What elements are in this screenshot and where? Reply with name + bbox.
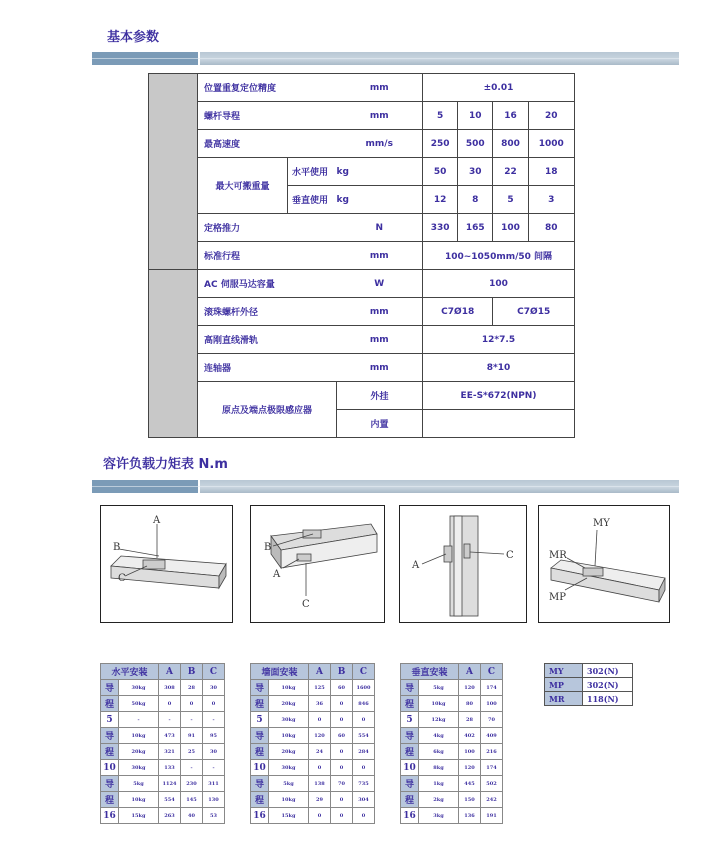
lead-label: 程 (101, 744, 119, 760)
table-horizontal (100, 663, 225, 824)
figure-label: B (113, 542, 121, 553)
payload-vertical-label: 垂直使用 (288, 186, 337, 214)
sensor-internal-label: 内置 (337, 410, 423, 438)
repeatability-unit: mm (337, 74, 423, 102)
moment-cell: 120 (309, 728, 331, 744)
moment-cell: 29 (309, 792, 331, 808)
table-vertical (400, 663, 503, 824)
sensor-external-label: 外挂 (337, 382, 423, 410)
lead-label: 10 (101, 760, 119, 776)
table-title: 水平安装 (101, 664, 159, 680)
moment-cell: 40 (181, 808, 203, 824)
ball-screw-label: 滚珠螺杆外径 (198, 298, 337, 326)
moment-cell: 138 (309, 776, 331, 792)
figure-label: C (118, 573, 126, 584)
section-title-basic-params: 基本参数 (107, 30, 160, 45)
moment-cell: 473 (159, 728, 181, 744)
load-weight: 10kg (419, 696, 459, 712)
max-speed-value: 800 (493, 130, 528, 158)
table-wall (250, 663, 375, 824)
load-weight: 2kg (419, 792, 459, 808)
column-header: C (353, 664, 375, 680)
figure-label: A (412, 560, 420, 571)
moment-cell: 846 (353, 696, 375, 712)
coupling-label: 连轴器 (198, 354, 337, 382)
ball-screw-value: C7Ø15 (493, 298, 575, 326)
column-header: C (481, 664, 503, 680)
figure-label: MP (549, 592, 566, 603)
moment-cell: 1600 (353, 680, 375, 696)
load-weight: 30kg (119, 680, 159, 696)
ball-screw-unit: mm (337, 298, 423, 326)
lead-value: 16 (493, 102, 528, 130)
moment-cell: 145 (181, 792, 203, 808)
moment-cell: 53 (203, 808, 225, 824)
lead-label: 导 (101, 680, 119, 696)
max-speed-value: 500 (458, 130, 493, 158)
moment-cell: 0 (331, 744, 353, 760)
moment-cell: 445 (459, 776, 481, 792)
moment-cell: 28 (181, 680, 203, 696)
max-payload-label: 最大可搬重量 (198, 158, 288, 214)
load-weight: 30kg (119, 760, 159, 776)
lead-label: 导 (101, 728, 119, 744)
payload-horizontal-label: 水平使用 (288, 158, 337, 186)
load-weight: 5kg (269, 776, 309, 792)
servo-unit: W (337, 270, 423, 298)
servo-label: AC 伺服马达容量 (198, 270, 337, 298)
lead-label: 导 (251, 776, 269, 792)
figure-vertical-mount (399, 505, 527, 623)
moment-cell: 308 (159, 680, 181, 696)
load-weight: 12kg (419, 712, 459, 728)
sensor-label: 原点及端点极限感应器 (198, 382, 337, 438)
column-header: B (331, 664, 353, 680)
moment-table (544, 663, 633, 706)
payload-horizontal-value: 50 (423, 158, 458, 186)
moment-cell: 735 (353, 776, 375, 792)
lead-label: 程 (251, 744, 269, 760)
load-weight: 5kg (119, 776, 159, 792)
moment-key: MP (545, 678, 583, 692)
lead-label: 16 (401, 808, 419, 824)
load-weight: 10kg (119, 792, 159, 808)
sensor-external-value: EE-S*672(NPN) (423, 382, 575, 410)
moment-value: 302(N) (583, 678, 633, 692)
load-weight: 5kg (419, 680, 459, 696)
load-weight: 30kg (269, 712, 309, 728)
lead-label: 导 (251, 728, 269, 744)
load-weight: 8kg (419, 760, 459, 776)
table-title: 墙面安装 (251, 664, 309, 680)
payload-horizontal-unit: kg (337, 158, 423, 186)
moment-cell: 24 (309, 744, 331, 760)
moment-cell: 263 (159, 808, 181, 824)
payload-vertical-value: 3 (528, 186, 574, 214)
lead-label: 10 (401, 760, 419, 776)
figure-label: MR (549, 550, 567, 561)
moment-cell: 0 (331, 792, 353, 808)
lead-label: 10 (251, 760, 269, 776)
moment-cell: 284 (353, 744, 375, 760)
moment-cell: 502 (481, 776, 503, 792)
lead-label: 16 (101, 808, 119, 824)
moment-cell: 136 (459, 808, 481, 824)
load-weight: 4kg (419, 728, 459, 744)
load-weight: 3kg (419, 808, 459, 824)
load-weight: 6kg (419, 744, 459, 760)
moment-cell: 1124 (159, 776, 181, 792)
lead-label: 程 (251, 792, 269, 808)
load-weight: 20kg (269, 744, 309, 760)
lead-value: 5 (423, 102, 458, 130)
rated-thrust-value: 80 (528, 214, 574, 242)
moment-cell: 125 (309, 680, 331, 696)
lead-unit: mm (337, 102, 423, 130)
rated-thrust-value: 330 (423, 214, 458, 242)
section-divider-bar (92, 52, 679, 65)
moment-cell: 70 (331, 776, 353, 792)
moment-cell: 28 (459, 712, 481, 728)
load-weight: 20kg (269, 696, 309, 712)
load-weight: 10kg (269, 728, 309, 744)
lead-label: 程 (251, 696, 269, 712)
load-weight: 30kg (269, 760, 309, 776)
stroke-value: 100~1050mm/50 间隔 (423, 242, 575, 270)
moment-cell: 0 (353, 808, 375, 824)
rail-value: 12*7.5 (423, 326, 575, 354)
rail-unit: mm (337, 326, 423, 354)
spec-group-cell (149, 270, 198, 438)
column-header: A (309, 664, 331, 680)
repeatability-value: ±0.01 (423, 74, 575, 102)
moment-cell: 60 (331, 680, 353, 696)
moment-cell: 230 (181, 776, 203, 792)
lead-label: 5 (401, 712, 419, 728)
moment-cell: 409 (481, 728, 503, 744)
load-weight: 10kg (269, 792, 309, 808)
lead-value: 10 (458, 102, 493, 130)
rated-thrust-value: 165 (458, 214, 493, 242)
payload-vertical-value: 8 (458, 186, 493, 214)
lead-label: 导 (101, 776, 119, 792)
lead-label: 螺杆导程 (198, 102, 337, 130)
coupling-value: 8*10 (423, 354, 575, 382)
moment-key: MY (545, 664, 583, 678)
moment-cell: - (203, 760, 225, 776)
load-weight: 1kg (419, 776, 459, 792)
moment-cell: 402 (459, 728, 481, 744)
payload-vertical-value: 12 (423, 186, 458, 214)
servo-value: 100 (423, 270, 575, 298)
spec-group-cell (149, 74, 198, 270)
load-weight: 15kg (269, 808, 309, 824)
moment-cell: 80 (459, 696, 481, 712)
coupling-unit: mm (337, 354, 423, 382)
payload-vertical-value: 5 (493, 186, 528, 214)
lead-label: 程 (401, 744, 419, 760)
payload-vertical-unit: kg (337, 186, 423, 214)
moment-cell: 91 (181, 728, 203, 744)
moment-cell: 133 (159, 760, 181, 776)
figure-horizontal-mount (100, 505, 233, 623)
moment-cell: 120 (459, 680, 481, 696)
max-speed-label: 最高速度 (198, 130, 337, 158)
moment-cell: 0 (331, 696, 353, 712)
lead-label: 导 (401, 680, 419, 696)
lead-label: 导 (401, 728, 419, 744)
load-weight: 10kg (119, 728, 159, 744)
figure-label: A (153, 515, 161, 526)
column-header: A (459, 664, 481, 680)
section-title-load-moment: 容许负载力矩表 N.m (103, 457, 228, 472)
lead-label: 程 (101, 792, 119, 808)
moment-cell: - (203, 712, 225, 728)
moment-cell: - (181, 760, 203, 776)
max-speed-value: 1000 (528, 130, 574, 158)
moment-cell: - (159, 712, 181, 728)
load-weight: 10kg (269, 680, 309, 696)
figure-wall-mount (250, 505, 385, 623)
moment-cell: 174 (481, 760, 503, 776)
moment-cell: 304 (353, 792, 375, 808)
moment-cell: 242 (481, 792, 503, 808)
stroke-unit: mm (337, 242, 423, 270)
max-speed-value: 250 (423, 130, 458, 158)
moment-cell: 25 (181, 744, 203, 760)
moment-cell: 0 (353, 712, 375, 728)
moment-cell: 36 (309, 696, 331, 712)
moment-cell: 554 (353, 728, 375, 744)
moment-cell: 30 (203, 680, 225, 696)
figure-moments (538, 505, 670, 623)
payload-horizontal-value: 22 (493, 158, 528, 186)
lead-label: 程 (401, 696, 419, 712)
moment-cell: 95 (203, 728, 225, 744)
lead-label: 导 (401, 776, 419, 792)
lead-label: 程 (101, 696, 119, 712)
figure-label: C (506, 550, 514, 561)
moment-cell: 216 (481, 744, 503, 760)
moment-cell: 150 (459, 792, 481, 808)
table-title: 垂直安装 (401, 664, 459, 680)
moment-cell: 0 (159, 696, 181, 712)
moment-cell: 0 (181, 696, 203, 712)
moment-cell: 100 (459, 744, 481, 760)
moment-cell: 0 (309, 760, 331, 776)
repeatability-label: 位置重复定位精度 (198, 74, 337, 102)
moment-cell: 0 (353, 760, 375, 776)
moment-value: 302(N) (583, 664, 633, 678)
load-weight: 20kg (119, 744, 159, 760)
lead-label: 导 (251, 680, 269, 696)
moment-cell: 130 (203, 792, 225, 808)
lead-label: 程 (401, 792, 419, 808)
moment-cell: - (181, 712, 203, 728)
moment-cell: 0 (203, 696, 225, 712)
sensor-internal-value (423, 410, 575, 438)
load-weight: 50kg (119, 696, 159, 712)
moment-cell: 60 (331, 728, 353, 744)
column-header: C (203, 664, 225, 680)
lead-label: 16 (251, 808, 269, 824)
rated-thrust-label: 定格推力 (198, 214, 337, 242)
rated-thrust-unit: N (337, 214, 423, 242)
lead-label: 5 (251, 712, 269, 728)
moment-cell: 311 (203, 776, 225, 792)
moment-cell: 191 (481, 808, 503, 824)
payload-horizontal-value: 30 (458, 158, 493, 186)
figure-label: C (302, 599, 310, 610)
moment-cell: 120 (459, 760, 481, 776)
figure-label: MY (593, 518, 610, 529)
figure-label: B (264, 542, 272, 553)
lead-label: 5 (101, 712, 119, 728)
lead-value: 20 (528, 102, 574, 130)
moment-value: 118(N) (583, 692, 633, 706)
moment-cell: 0 (309, 712, 331, 728)
load-weight: - (119, 712, 159, 728)
max-speed-unit: mm/s (337, 130, 423, 158)
moment-cell: 70 (481, 712, 503, 728)
moment-cell: 0 (331, 808, 353, 824)
rated-thrust-value: 100 (493, 214, 528, 242)
moment-cell: 0 (309, 808, 331, 824)
moment-cell: 0 (331, 712, 353, 728)
spec-table (148, 73, 575, 438)
column-header: B (181, 664, 203, 680)
moment-cell: 30 (203, 744, 225, 760)
moment-key: MR (545, 692, 583, 706)
load-weight: 15kg (119, 808, 159, 824)
rail-label: 高刚直线滑轨 (198, 326, 337, 354)
moment-cell: 321 (159, 744, 181, 760)
moment-cell: 0 (331, 760, 353, 776)
column-header: A (159, 664, 181, 680)
ball-screw-value: C7Ø18 (423, 298, 493, 326)
figure-label: A (273, 569, 281, 580)
section-divider-bar (92, 480, 679, 493)
payload-horizontal-value: 18 (528, 158, 574, 186)
stroke-label: 标准行程 (198, 242, 337, 270)
moment-cell: 100 (481, 696, 503, 712)
moment-cell: 554 (159, 792, 181, 808)
moment-cell: 174 (481, 680, 503, 696)
